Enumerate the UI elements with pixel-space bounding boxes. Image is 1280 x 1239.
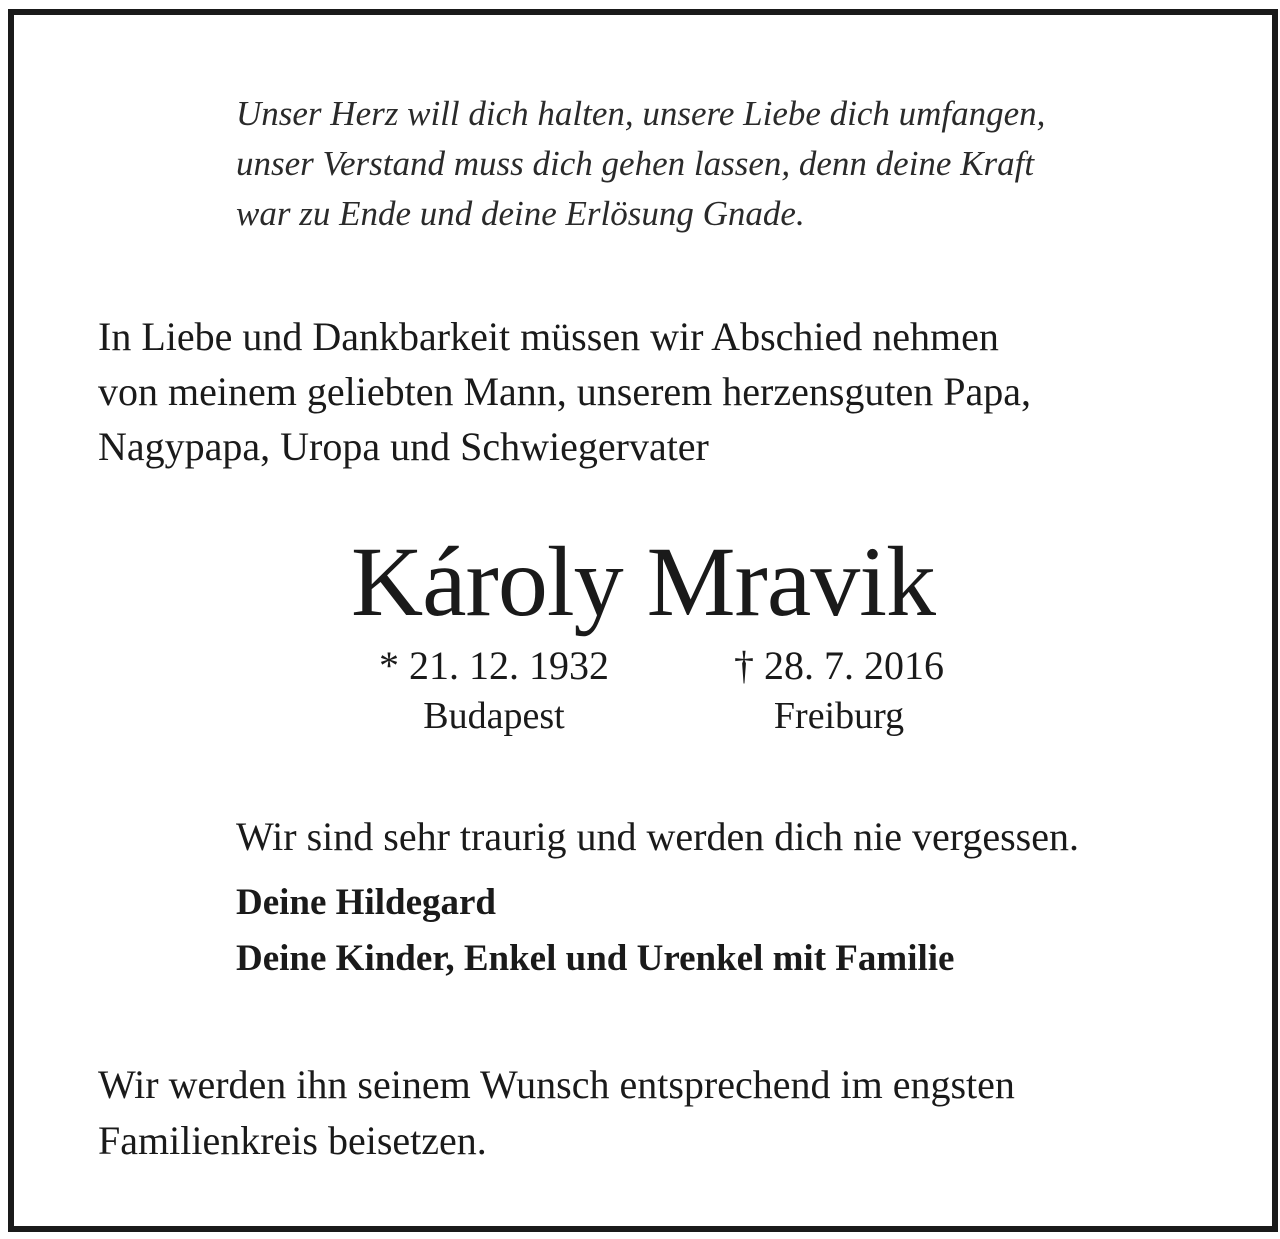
closing-sentence: Wir sind sehr traurig und werden dich nie vergessen. — [236, 814, 1079, 859]
death-place: Freiburg — [773, 695, 905, 737]
signature-line: Deine Hildegard — [236, 882, 497, 923]
death-info — [694, 641, 984, 741]
obituary-frame — [8, 9, 1278, 1232]
mourners-signatures — [236, 875, 954, 987]
quote-line: unser Verstand muss dich gehen lassen, denn deine Kraft — [236, 144, 1035, 183]
intro-line: von meinem geliebten Mann, unserem herzensguten Papa, — [98, 369, 1032, 414]
deceased-name: Károly Mravik — [350, 526, 936, 637]
intro-line: In Liebe und Dankbarkeit müssen wir Abschied nehmen — [98, 314, 999, 359]
signature-line: Deine Kinder, Enkel und Urenkel mit Familie — [236, 938, 955, 979]
birth-info — [344, 641, 644, 741]
memorial-quote — [236, 89, 1196, 239]
notice-line: Wir werden ihn seinem Wunsch entsprechend im engsten — [98, 1062, 1015, 1107]
funeral-notice — [98, 1057, 1015, 1169]
notice-line: Familienkreis beisetzen. — [98, 1118, 487, 1163]
quote-line: war zu Ende und deine Erlösung Gnade. — [236, 194, 805, 233]
death-date: † 28. 7. 2016 — [734, 643, 944, 688]
intro-line: Nagypapa, Uropa und Schwiegervater — [98, 424, 709, 469]
intro-paragraph — [98, 309, 1218, 474]
birth-place: Budapest — [423, 695, 565, 737]
birth-date: * 21. 12. 1932 — [379, 643, 609, 688]
quote-line: Unser Herz will dich halten, unsere Liebe dich umfangen, — [236, 94, 1046, 133]
